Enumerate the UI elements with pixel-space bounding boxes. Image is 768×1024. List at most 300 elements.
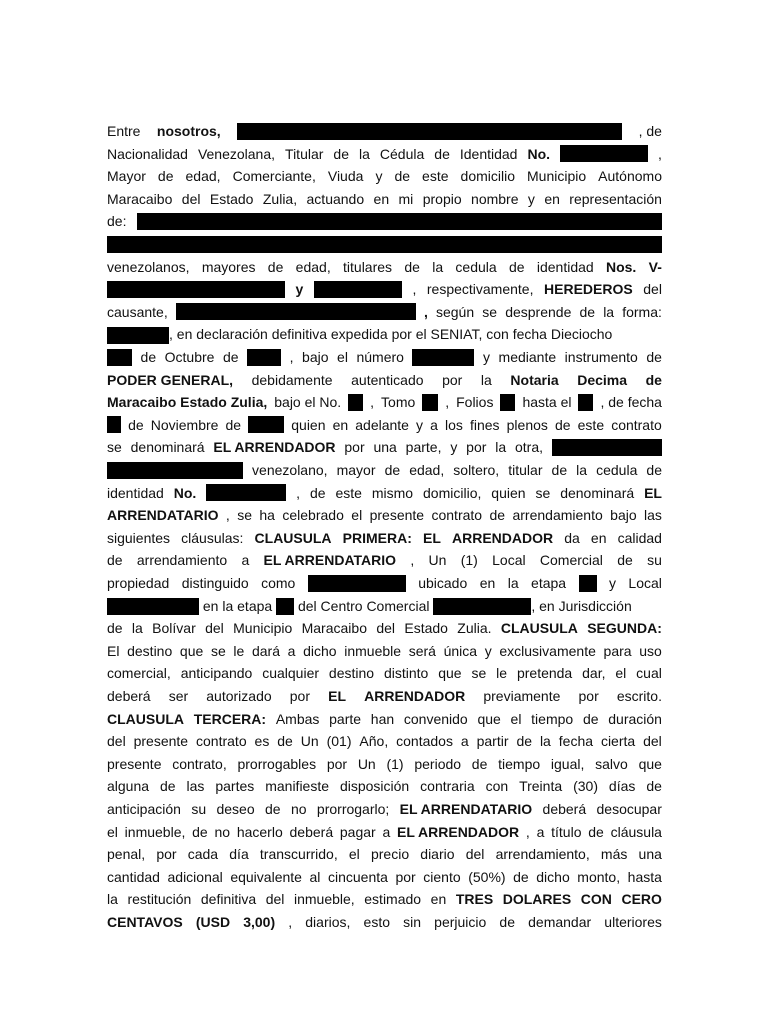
bold-text-run: SEGUNDA:	[587, 620, 662, 637]
text-run: título	[551, 823, 582, 840]
text-run: por	[289, 688, 310, 704]
bold-text-run: de	[645, 371, 662, 388]
redaction-bar	[137, 213, 662, 230]
text-run: Identidad	[459, 145, 518, 162]
text-line	[107, 211, 662, 231]
text-run: deberá	[289, 823, 334, 840]
text-run: tiempo	[531, 710, 574, 727]
text-run: inmueble,	[124, 823, 186, 840]
text-line	[107, 415, 662, 435]
text-run: en la etapa	[202, 597, 273, 614]
text-run: autorizado	[206, 688, 272, 704]
text-run: Mayor	[107, 168, 146, 185]
text-run: ,	[658, 145, 662, 162]
text-run: los	[445, 416, 463, 433]
bold-text-run: CLAUSULA	[107, 710, 184, 727]
text-line	[107, 550, 662, 570]
text-run: ,	[288, 914, 293, 930]
text-run: ,	[410, 552, 415, 569]
text-run: Cédula	[379, 145, 425, 162]
text-run: de	[471, 755, 488, 772]
text-run: desocupar	[596, 801, 662, 817]
text-run: dicho	[303, 642, 337, 659]
text-run: de	[617, 552, 633, 569]
text-run: y	[416, 416, 424, 433]
text-run: cláusula	[610, 823, 662, 840]
text-run: es	[254, 733, 270, 750]
text-run: y	[527, 190, 535, 207]
text-run: de	[579, 303, 596, 320]
text-line	[107, 324, 662, 344]
text-run: que	[438, 665, 462, 682]
text-line	[107, 483, 662, 503]
text-run: equivalente	[230, 868, 302, 885]
text-run: se	[210, 642, 226, 659]
text-run: distinto	[383, 665, 429, 682]
text-run: por	[344, 439, 365, 456]
text-run: de	[192, 823, 208, 840]
text-run: partir	[476, 733, 509, 750]
bold-text-run: Decima	[577, 371, 628, 388]
text-run: parte,	[405, 439, 442, 456]
text-run: de	[277, 733, 293, 750]
redaction-bar	[107, 236, 662, 253]
text-run: Ambas	[275, 710, 320, 727]
text-run: hacerlo	[236, 823, 283, 840]
text-run: de	[499, 914, 515, 930]
bold-text-run: ARRENDADOR	[451, 529, 554, 546]
text-run: de	[646, 778, 662, 795]
text-run: inmueble,	[293, 891, 355, 908]
text-line	[107, 257, 662, 277]
text-run: contrato,	[172, 755, 227, 772]
text-run: estimado	[364, 891, 422, 908]
text-run: la	[603, 303, 615, 320]
text-run: presente	[107, 755, 162, 772]
bold-text-run: EL ARRENDATARIO	[399, 801, 533, 817]
text-line	[107, 279, 662, 299]
text-run: ,	[445, 394, 450, 411]
text-run: por	[326, 755, 348, 772]
text-run: el	[107, 823, 118, 840]
text-run: de	[646, 462, 662, 478]
text-run: fecha	[558, 733, 594, 750]
text-run: propiedad	[107, 575, 170, 591]
text-run: para	[603, 642, 632, 659]
text-run: previamente	[483, 688, 561, 704]
text-run: convenido	[403, 710, 468, 727]
text-run: de	[394, 168, 411, 185]
text-run: se	[107, 439, 122, 456]
text-run: de:	[107, 213, 127, 230]
text-run: se	[535, 484, 551, 501]
text-run: a	[430, 416, 438, 433]
text-run: de	[508, 258, 525, 275]
text-run: ,	[370, 394, 375, 411]
bold-text-run: No.	[527, 145, 551, 162]
text-run: más	[600, 846, 628, 863]
text-run: el	[348, 846, 360, 863]
text-run: este	[577, 416, 605, 433]
text-run: del	[465, 846, 485, 863]
text-run: en	[373, 190, 390, 207]
text-run: ser	[168, 688, 189, 704]
text-run: prorrogarlo;	[316, 801, 390, 817]
text-line	[107, 596, 662, 616]
text-run: presente	[133, 733, 189, 750]
text-run: arrendamiento,	[495, 846, 590, 863]
text-run: venezolanos,	[107, 258, 190, 275]
bold-text-run: TRES	[455, 891, 494, 908]
text-run: restitución	[127, 891, 192, 908]
text-run: destino	[328, 665, 375, 682]
text-run: le	[233, 642, 245, 659]
text-run: monto,	[577, 868, 621, 885]
text-run: una	[638, 846, 662, 863]
text-line	[107, 460, 662, 480]
text-run: día	[229, 846, 249, 863]
text-run: alguna	[107, 778, 150, 795]
text-run: cedula	[596, 462, 638, 478]
text-run: arrendamiento	[136, 552, 228, 569]
text-run: como	[261, 575, 296, 591]
text-run: dará	[251, 642, 280, 659]
text-run: Maracaibo	[107, 190, 173, 207]
redaction-bar	[422, 394, 438, 411]
text-line	[107, 686, 662, 706]
text-run: Viuda	[327, 168, 364, 185]
text-line	[107, 347, 662, 367]
text-run: manifieste	[265, 778, 330, 795]
text-run: mismo	[371, 484, 414, 501]
text-line	[107, 189, 662, 209]
text-run: Estado	[209, 190, 254, 207]
text-line	[107, 912, 662, 932]
text-run: de	[157, 168, 174, 185]
text-run: por	[156, 846, 177, 863]
text-run: se	[482, 303, 498, 320]
text-line	[107, 392, 662, 412]
bold-text-run: EL ARRENDATARIO	[263, 552, 397, 569]
text-run: arrendamiento	[512, 507, 603, 524]
text-run: la	[131, 620, 143, 637]
bold-text-run: HEREDEROS	[544, 281, 633, 298]
text-line	[107, 437, 662, 457]
text-run: El	[107, 642, 120, 659]
text-run: de	[159, 778, 176, 795]
text-run: cierta	[600, 733, 636, 750]
text-run: de	[267, 258, 284, 275]
redaction-bar	[248, 416, 284, 433]
bold-text-run: y	[295, 281, 304, 298]
redaction-bar	[500, 394, 515, 411]
text-run: contados	[396, 733, 453, 750]
bold-text-run: EL ARRENDADOR	[397, 823, 520, 840]
text-run: no	[214, 823, 231, 840]
bold-text-run: EL ARRENDADOR	[213, 439, 336, 456]
text-run: domicilio	[460, 168, 515, 185]
redaction-bar	[552, 439, 662, 456]
text-run: de	[128, 416, 144, 433]
text-line	[107, 302, 662, 322]
text-run: el	[615, 665, 627, 682]
text-run: de	[551, 462, 568, 478]
text-run: debidamente	[251, 371, 333, 388]
text-run: la	[432, 258, 444, 275]
bold-text-run: Maracaibo Estado Zulia,	[107, 394, 268, 411]
text-run: cualquier	[262, 665, 320, 682]
bold-text-run: Nos.	[605, 258, 637, 275]
text-run: del	[643, 281, 662, 298]
text-run: cedula	[455, 258, 497, 275]
text-run: Un	[300, 733, 319, 750]
text-run: Noviembre	[150, 416, 219, 433]
text-run: han	[370, 710, 395, 727]
text-run: titular	[508, 462, 543, 478]
text-run: mediante	[498, 349, 557, 365]
text-run: , de	[638, 123, 662, 139]
text-run: Tomo	[381, 394, 416, 411]
text-run: autenticado	[351, 371, 424, 388]
text-run: en	[544, 190, 560, 207]
text-run: Un	[428, 552, 447, 569]
text-run: Bolívar	[152, 620, 196, 637]
text-run: perjuicio	[434, 914, 487, 930]
text-run: con	[485, 778, 509, 795]
text-run: escrito.	[616, 688, 662, 704]
text-run: dar,	[582, 665, 606, 682]
text-run: mi	[398, 190, 414, 207]
text-run: celebrado	[282, 507, 344, 524]
text-line	[107, 731, 662, 751]
bold-text-run: TERCERA:	[193, 710, 267, 727]
text-run: venezolano,	[252, 462, 328, 478]
text-run: (1)	[460, 552, 478, 569]
redaction-bar	[578, 394, 593, 411]
text-run: instrumento	[564, 349, 638, 365]
text-run: en	[430, 891, 447, 908]
text-run: la	[480, 371, 492, 388]
text-run: cláusulas:	[181, 529, 244, 546]
text-run: y	[484, 642, 492, 659]
text-run: denominará	[560, 484, 635, 501]
text-run: de	[107, 620, 123, 637]
text-run: quien	[491, 484, 526, 501]
text-run: la	[107, 891, 118, 908]
text-run: etapa	[531, 575, 567, 591]
text-run: parte	[329, 710, 362, 727]
text-run: del	[643, 733, 662, 750]
redaction-bar	[107, 349, 132, 366]
text-line	[107, 121, 662, 141]
text-run: el	[351, 507, 363, 524]
redaction-bar	[348, 394, 363, 411]
text-run: Nacionalidad	[107, 145, 188, 162]
redaction-bar	[314, 281, 402, 298]
text-run: por	[466, 439, 487, 456]
bold-text-run: PRIMERA:	[342, 529, 412, 546]
bold-text-run: ARRENDADOR	[364, 688, 466, 704]
bold-text-run: DOLARES	[502, 891, 572, 908]
redaction-bar	[247, 349, 281, 366]
text-run: domicilio,	[423, 484, 482, 501]
text-run: identidad	[536, 258, 594, 275]
text-line	[107, 709, 662, 729]
text-line	[107, 822, 662, 842]
text-run: ,	[525, 823, 530, 840]
text-run: ulteriores	[604, 914, 662, 930]
text-run: su	[647, 552, 662, 569]
text-run: forma:	[622, 303, 662, 320]
text-run: transcurrido,	[259, 846, 338, 863]
text-run: Municipio	[527, 168, 587, 185]
text-run: uso	[639, 642, 662, 659]
bold-text-run: CON	[580, 891, 612, 908]
text-run: Comerciante,	[232, 168, 316, 185]
text-run: la	[539, 733, 551, 750]
bold-text-run: CENTAVOS	[107, 914, 183, 930]
text-run: actuando	[306, 190, 365, 207]
text-line	[107, 528, 662, 548]
redaction-bar	[308, 575, 406, 592]
text-run: Local	[492, 552, 526, 569]
text-run: una	[373, 439, 397, 456]
text-run: ha	[259, 507, 275, 524]
text-run: que	[477, 710, 501, 727]
text-run: Año,	[359, 733, 389, 750]
text-line	[107, 144, 662, 164]
text-line	[107, 776, 662, 796]
text-run: contrato	[611, 416, 662, 433]
text-run: titulares	[343, 258, 393, 275]
text-line	[107, 641, 662, 661]
text-run: no	[290, 801, 307, 817]
text-line	[107, 889, 662, 909]
text-run: Zulia.	[457, 620, 492, 637]
redaction-bar	[237, 123, 622, 140]
text-run: que	[179, 642, 204, 659]
text-run: cantidad	[107, 868, 160, 885]
text-run: por	[442, 371, 463, 388]
text-run: contraria	[420, 778, 475, 795]
text-run: ciento	[423, 868, 461, 885]
text-run: Estado	[404, 620, 448, 637]
text-run: de	[513, 868, 529, 885]
text-run: precio	[370, 846, 410, 863]
text-run: igual,	[550, 755, 585, 772]
text-run: ubicado	[418, 575, 468, 591]
text-run: su	[191, 801, 207, 817]
text-run: anticipación	[107, 801, 181, 817]
text-run: Autónomo	[598, 168, 662, 185]
text-run: la	[495, 439, 507, 456]
text-run: a	[460, 733, 469, 750]
bold-text-run: EL	[422, 529, 441, 546]
text-run: del	[107, 733, 126, 750]
redaction-bar	[579, 575, 597, 592]
text-run: este	[335, 484, 362, 501]
text-run: cada	[187, 846, 219, 863]
bold-text-run: CERO	[621, 891, 662, 908]
text-run: definitiva	[200, 891, 257, 908]
text-run: dicho	[536, 868, 570, 885]
redaction-bar	[560, 145, 648, 162]
text-run: hasta el	[522, 394, 572, 411]
text-run: la	[507, 575, 519, 591]
text-run: demandar	[528, 914, 592, 930]
text-run: (1)	[386, 755, 404, 772]
text-run: (30)	[573, 778, 598, 795]
text-run: Folios	[456, 394, 494, 411]
redaction-bar	[276, 598, 294, 615]
text-run: , de fecha	[600, 394, 662, 411]
text-run: de	[404, 258, 420, 275]
text-run: da	[564, 529, 580, 546]
text-run: de	[588, 823, 604, 840]
text-run: de	[434, 145, 450, 162]
text-run: días	[608, 778, 636, 795]
text-run: , en declaración definitiva expedida por el SENIAT, con fecha Dieciocho	[169, 326, 613, 343]
text-line	[107, 234, 662, 254]
text-run: plenos	[506, 416, 548, 433]
text-run: ,	[296, 484, 301, 501]
text-run: adelante	[355, 416, 409, 433]
text-run: inmueble	[344, 642, 402, 659]
text-run: diario	[420, 846, 455, 863]
text-run: de	[582, 710, 599, 727]
text-run: de	[222, 349, 239, 365]
text-run: y	[450, 439, 458, 456]
text-run: penal,	[107, 846, 146, 863]
text-run: denominará	[130, 439, 205, 456]
bold-text-run: nosotros,	[156, 123, 221, 139]
text-run: Comercial	[539, 552, 603, 569]
text-run: a	[382, 823, 391, 840]
text-run: mayores	[201, 258, 256, 275]
text-line	[107, 754, 662, 774]
text-run: calidad	[617, 529, 662, 546]
text-run: disposición	[339, 778, 410, 795]
text-run: adicional	[167, 868, 223, 885]
text-run: periodo	[414, 755, 462, 772]
text-run: a	[241, 552, 250, 569]
text-run: las	[186, 778, 205, 795]
text-run: esto	[363, 914, 390, 930]
text-run: pretenda	[516, 665, 573, 682]
text-run: ,	[225, 507, 230, 524]
text-run: Un	[357, 755, 376, 772]
redaction-bar	[107, 462, 243, 479]
text-run: de	[140, 349, 157, 365]
text-run: en	[332, 416, 349, 433]
text-run: le	[496, 665, 508, 682]
text-run: Zulia,	[262, 190, 298, 207]
text-run: que	[638, 755, 662, 772]
text-run: de	[516, 733, 533, 750]
redaction-bar	[433, 598, 531, 615]
text-line	[107, 573, 662, 593]
text-run: ,	[412, 281, 417, 298]
text-line	[107, 370, 662, 390]
text-run: Octubre	[164, 349, 215, 365]
text-run: anticipando	[180, 665, 253, 682]
text-run: Entre	[107, 123, 141, 139]
text-run: representación	[569, 190, 662, 207]
text-run: a	[287, 642, 296, 659]
text-run: del	[181, 190, 201, 207]
text-run: pagar	[339, 823, 376, 840]
text-run: de	[384, 462, 401, 478]
